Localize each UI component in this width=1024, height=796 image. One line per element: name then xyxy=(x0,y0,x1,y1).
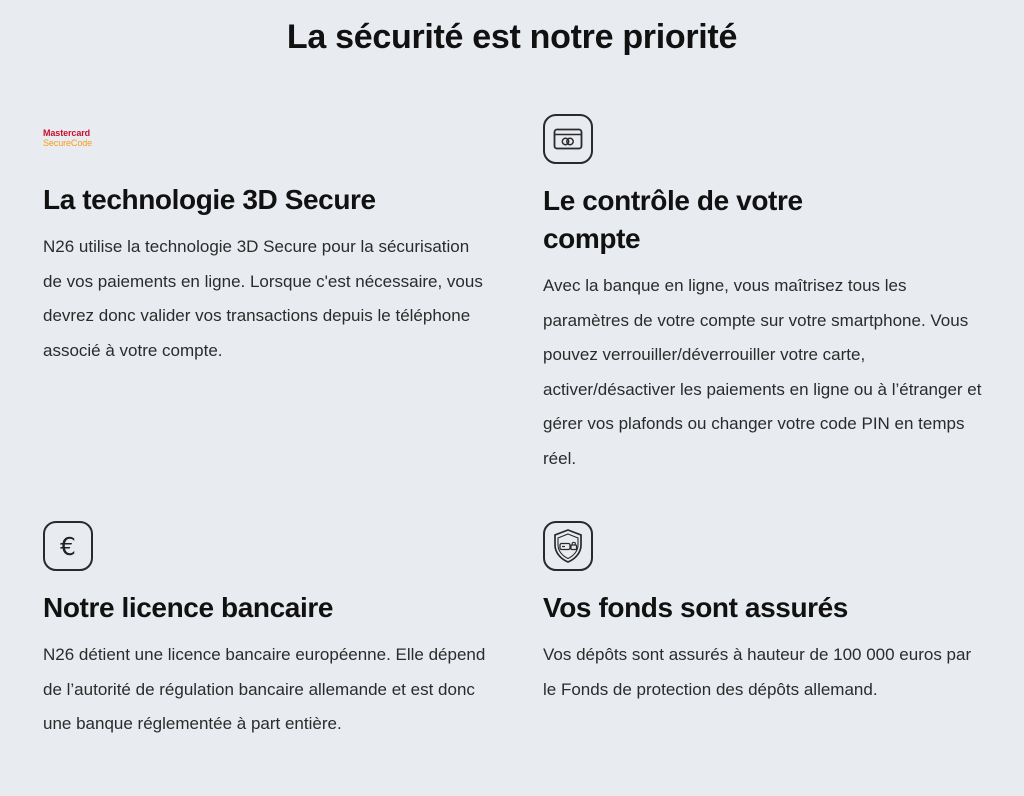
feature-description: Avec la banque en ligne, vous maîtrisez tous les paramètres de votre compte sur votre smartphone. Vous pouvez verrouiller/déverrouiller votre carte, activer/désactiver les paiements en ligne ou à l’étranger et gérer vos plafonds ou changer votre code PIN en temps réel. xyxy=(543,276,982,468)
mastercard-securecode-logo xyxy=(43,128,513,152)
feature-title: La technologie 3D Secure xyxy=(43,184,376,215)
feature-description: Vos dépôts sont assurés à hauteur de 100 000 euros par le Fonds de protection des dépôts allemand. xyxy=(543,645,972,699)
feature-title: Vos fonds sont assurés xyxy=(543,592,848,623)
euro-symbol: € xyxy=(60,531,76,561)
feature-description: N26 détient une licence bancaire européenne. Elle dépend de l’autorité de régulation bancaire allemande et est donc une banque réglementée à part entière. xyxy=(43,645,486,733)
feature-3d-secure xyxy=(43,128,513,368)
feature-title: Notre licence bancaire xyxy=(43,592,333,623)
shield-lock-icon xyxy=(543,521,593,571)
page-title: La sécurité est notre priorité xyxy=(286,18,738,56)
feature-banking-licence xyxy=(43,521,513,742)
credit-card-icon xyxy=(543,114,593,164)
feature-account-control xyxy=(543,114,1013,476)
euro-icon xyxy=(43,521,93,571)
feature-title: Le contrôle de votre compte xyxy=(543,185,803,254)
feature-insured-funds xyxy=(543,521,1013,707)
logo-line-securecode: SecureCode xyxy=(43,138,93,148)
logo-line-mastercard: Mastercard xyxy=(43,128,91,138)
feature-description: N26 utilise la technologie 3D Secure pour la sécurisation de vos paiements en ligne. Lorsque c'est nécessaire, vous devrez donc valider vos transactions depuis le téléphone associé à votre compte. xyxy=(43,237,483,360)
